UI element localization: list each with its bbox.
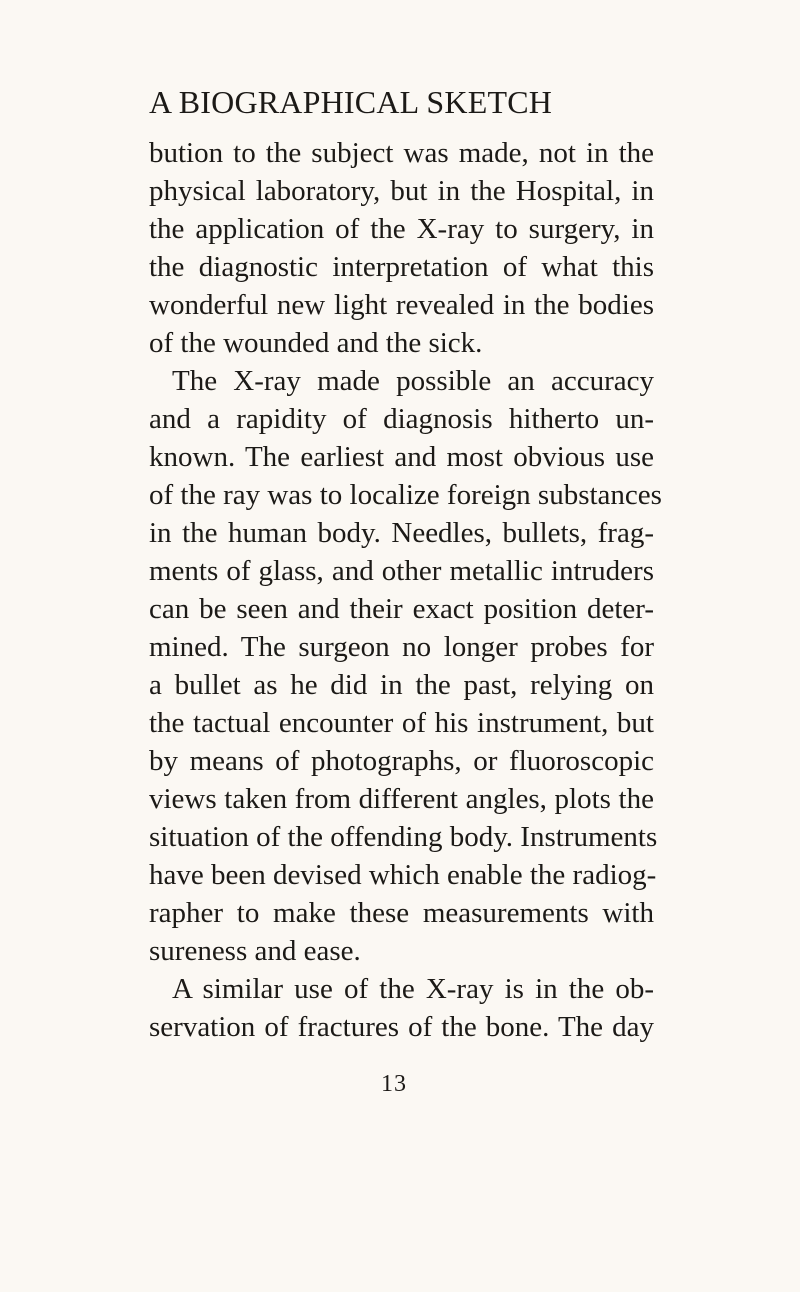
text-line: the tactual encounter of his instrument, but bbox=[149, 707, 654, 739]
text-line: in the human body. Needles, bullets, frag- bbox=[149, 517, 654, 549]
text-line: ments of glass, and other metallic intruders bbox=[149, 555, 654, 587]
text-line: by means of photographs, or fluoroscopic bbox=[149, 745, 654, 777]
text-line: can be seen and their exact position deter- bbox=[149, 593, 654, 625]
text-line: the application of the X-ray to surgery, in bbox=[149, 213, 654, 245]
text-line: rapher to make these measurements with bbox=[149, 897, 654, 929]
text-line: servation of fractures of the bone. The day bbox=[149, 1011, 654, 1043]
text-line: known. The earliest and most obvious use bbox=[149, 441, 654, 473]
text-line: bution to the subject was made, not in the bbox=[149, 137, 654, 169]
text-line: have been devised which enable the radiog- bbox=[149, 859, 657, 891]
text-line: of the ray was to localize foreign substances bbox=[149, 479, 662, 511]
text-line: situation of the offending body. Instruments bbox=[149, 821, 658, 853]
text-line: mined. The surgeon no longer probes for bbox=[149, 631, 654, 663]
text-line: sureness and ease. bbox=[149, 935, 361, 967]
text-line: wonderful new light revealed in the bodies bbox=[149, 289, 654, 321]
text-line: The X-ray made possible an accuracy bbox=[172, 365, 654, 397]
running-head: A BIOGRAPHICAL SKETCH bbox=[149, 84, 553, 120]
text-line: of the wounded and the sick. bbox=[149, 327, 483, 359]
text-line: A similar use of the X-ray is in the ob- bbox=[172, 973, 654, 1005]
body-text bbox=[149, 134, 662, 1046]
text-line: views taken from different angles, plots the bbox=[149, 783, 654, 815]
text-line: the diagnostic interpretation of what this bbox=[149, 251, 654, 283]
page-number: 13 bbox=[381, 1071, 407, 1097]
text-line: a bullet as he did in the past, relying on bbox=[149, 669, 654, 701]
text-line: physical laboratory, but in the Hospital, in bbox=[149, 175, 654, 207]
text-line: and a rapidity of diagnosis hitherto un- bbox=[149, 403, 654, 435]
